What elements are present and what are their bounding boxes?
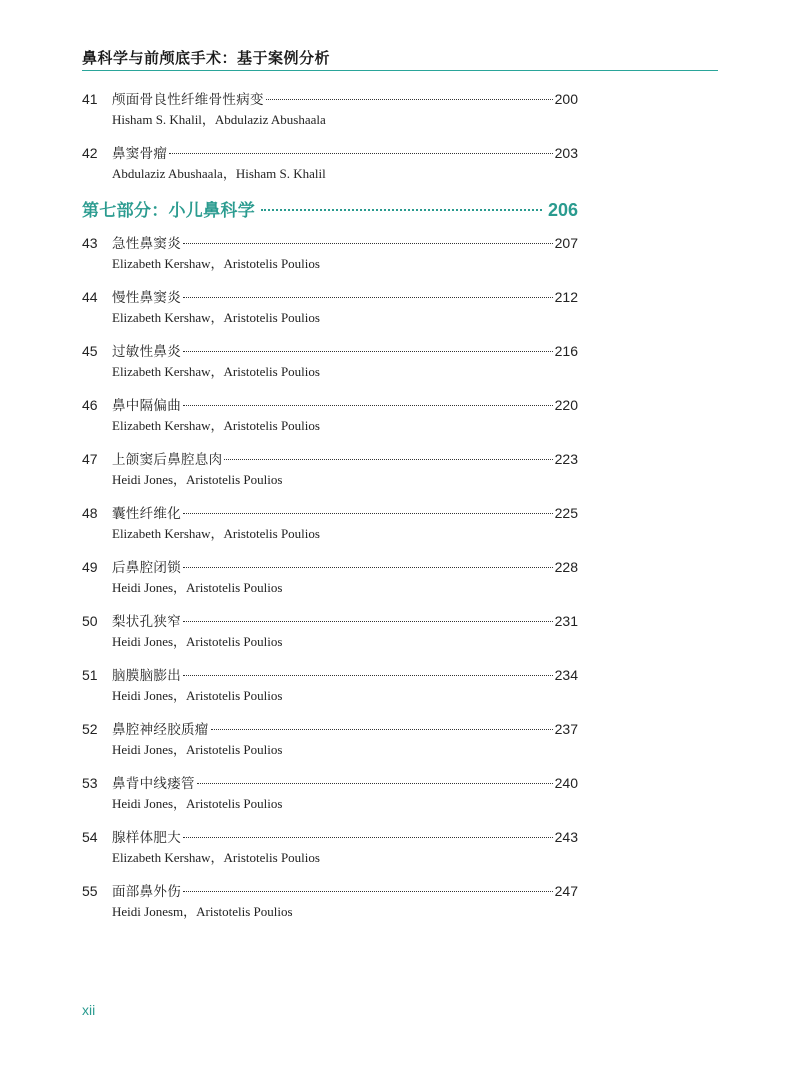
table-of-contents bbox=[82, 88, 578, 934]
chapter-number: 41 bbox=[82, 91, 98, 107]
chapter-number: 46 bbox=[82, 397, 98, 413]
leader-dots bbox=[183, 351, 553, 352]
leader-dots bbox=[183, 675, 553, 676]
leader-dots bbox=[183, 567, 553, 568]
toc-entry[interactable] bbox=[82, 880, 578, 926]
toc-entry-line[interactable] bbox=[82, 718, 578, 740]
toc-entry[interactable] bbox=[82, 88, 578, 134]
chapter-title: 囊性纤维化 bbox=[112, 506, 181, 522]
toc-entry-line[interactable] bbox=[82, 88, 578, 110]
chapter-title: 上颌窦后鼻腔息肉 bbox=[112, 452, 223, 468]
leader-dots bbox=[183, 243, 553, 244]
chapter-authors: Heidi Jones，Aristotelis Poulios bbox=[112, 580, 283, 595]
page-number: 200 bbox=[554, 91, 578, 107]
page-number: 247 bbox=[554, 883, 578, 899]
chapter-number: 49 bbox=[82, 559, 98, 575]
chapter-authors: Elizabeth Kershaw，Aristotelis Poulios bbox=[112, 310, 320, 325]
leader-dots bbox=[183, 405, 553, 406]
chapter-authors: Heidi Jones，Aristotelis Poulios bbox=[112, 634, 283, 649]
chapter-number: 45 bbox=[82, 343, 98, 359]
chapter-title: 鼻中隔偏曲 bbox=[112, 398, 181, 414]
chapter-number: 43 bbox=[82, 235, 98, 251]
toc-entry-line[interactable] bbox=[82, 286, 578, 308]
leader-dots bbox=[224, 459, 552, 460]
chapter-title: 急性鼻窦炎 bbox=[112, 236, 181, 252]
toc-entry[interactable] bbox=[82, 502, 578, 548]
leader-dots bbox=[169, 153, 552, 154]
chapter-number: 51 bbox=[82, 667, 98, 683]
toc-entry[interactable] bbox=[82, 286, 578, 332]
page-number: 216 bbox=[554, 343, 578, 359]
chapter-authors: Elizabeth Kershaw，Aristotelis Poulios bbox=[112, 364, 320, 379]
chapter-authors: Heidi Jones，Aristotelis Poulios bbox=[112, 742, 283, 757]
chapter-number: 53 bbox=[82, 775, 98, 791]
page-number: 207 bbox=[554, 235, 578, 251]
page-number: 228 bbox=[554, 559, 578, 575]
toc-entry[interactable] bbox=[82, 718, 578, 764]
entries-before-section bbox=[82, 88, 578, 188]
toc-entry-line[interactable] bbox=[82, 880, 578, 902]
chapter-authors: Heidi Jones，Aristotelis Poulios bbox=[112, 796, 283, 811]
toc-entry-line[interactable] bbox=[82, 340, 578, 362]
page-number: 234 bbox=[554, 667, 578, 683]
leader-dots bbox=[183, 621, 553, 622]
chapter-authors: Heidi Jones，Aristotelis Poulios bbox=[112, 688, 283, 703]
page-number: 240 bbox=[554, 775, 578, 791]
toc-entry-line[interactable] bbox=[82, 826, 578, 848]
toc-entry[interactable] bbox=[82, 556, 578, 602]
leader-dots bbox=[183, 297, 553, 298]
leader-dots bbox=[266, 99, 553, 100]
chapter-title: 梨状孔狭窄 bbox=[112, 614, 181, 630]
toc-entry[interactable] bbox=[82, 232, 578, 278]
chapter-number: 48 bbox=[82, 505, 98, 521]
toc-entry-line[interactable] bbox=[82, 142, 578, 164]
folio: xii bbox=[82, 1002, 96, 1018]
chapter-number: 55 bbox=[82, 883, 98, 899]
chapter-number: 50 bbox=[82, 613, 98, 629]
chapter-number: 47 bbox=[82, 451, 98, 467]
section-page-number: 206 bbox=[547, 200, 578, 220]
chapter-authors: Elizabeth Kershaw，Aristotelis Poulios bbox=[112, 418, 320, 433]
chapter-authors: Heidi Jones，Aristotelis Poulios bbox=[112, 472, 283, 487]
toc-entry-line[interactable] bbox=[82, 772, 578, 794]
leader-dots bbox=[183, 513, 553, 514]
chapter-number: 44 bbox=[82, 289, 98, 305]
chapter-authors: Abdulaziz Abushaala，Hisham S. Khalil bbox=[112, 166, 326, 181]
page-number: 203 bbox=[554, 145, 578, 161]
toc-entry[interactable] bbox=[82, 142, 578, 188]
toc-entry-line[interactable] bbox=[82, 664, 578, 686]
book-title: 鼻科学与前颅底手术：基于案例分析 bbox=[82, 49, 331, 67]
page-number: 212 bbox=[554, 289, 578, 305]
toc-entry[interactable] bbox=[82, 610, 578, 656]
page-number: 243 bbox=[554, 829, 578, 845]
chapter-number: 54 bbox=[82, 829, 98, 845]
chapter-title: 慢性鼻窦炎 bbox=[112, 290, 181, 306]
leader-dots bbox=[211, 729, 553, 730]
toc-entry-line[interactable] bbox=[82, 394, 578, 416]
chapter-title: 鼻腔神经胶质瘤 bbox=[112, 722, 209, 738]
chapter-authors: Elizabeth Kershaw，Aristotelis Poulios bbox=[112, 526, 320, 541]
chapter-title: 面部鼻外伤 bbox=[112, 884, 181, 900]
chapter-authors: Elizabeth Kershaw，Aristotelis Poulios bbox=[112, 850, 320, 865]
leader-dots bbox=[183, 837, 553, 838]
page-number: 225 bbox=[554, 505, 578, 521]
chapter-title: 过敏性鼻炎 bbox=[112, 344, 181, 360]
toc-entry[interactable] bbox=[82, 340, 578, 386]
toc-entry-line[interactable] bbox=[82, 610, 578, 632]
chapter-authors: Elizabeth Kershaw，Aristotelis Poulios bbox=[112, 256, 320, 271]
toc-entry-line[interactable] bbox=[82, 556, 578, 578]
section-leader-dots bbox=[261, 209, 542, 211]
chapter-number: 42 bbox=[82, 145, 98, 161]
entries-after-section bbox=[82, 232, 578, 926]
toc-entry[interactable] bbox=[82, 826, 578, 872]
toc-entry[interactable] bbox=[82, 448, 578, 494]
chapter-title: 鼻窦骨瘤 bbox=[112, 146, 168, 162]
toc-entry-line[interactable] bbox=[82, 232, 578, 254]
page-number: 231 bbox=[554, 613, 578, 629]
chapter-title: 脑膜脑膨出 bbox=[112, 668, 181, 684]
section-heading[interactable] bbox=[82, 196, 578, 232]
toc-entry[interactable] bbox=[82, 394, 578, 440]
chapter-title: 颅面骨良性纤维骨性病变 bbox=[112, 92, 264, 108]
toc-entry[interactable] bbox=[82, 664, 578, 710]
chapter-number: 52 bbox=[82, 721, 98, 737]
page-number: 223 bbox=[554, 451, 578, 467]
page-number: 237 bbox=[554, 721, 578, 737]
toc-entry[interactable] bbox=[82, 772, 578, 818]
running-header bbox=[82, 44, 718, 71]
chapter-title: 腺样体肥大 bbox=[112, 830, 181, 846]
chapter-authors: Heidi Jonesm，Aristotelis Poulios bbox=[112, 904, 293, 919]
page-number: 220 bbox=[554, 397, 578, 413]
leader-dots bbox=[183, 891, 553, 892]
chapter-authors: Hisham S. Khalil，Abdulaziz Abushaala bbox=[112, 112, 326, 127]
toc-entry-line[interactable] bbox=[82, 448, 578, 470]
leader-dots bbox=[197, 783, 553, 784]
toc-entry-line[interactable] bbox=[82, 502, 578, 524]
section-title: 第七部分：小儿鼻科学 bbox=[82, 201, 255, 221]
chapter-title: 鼻背中线瘘管 bbox=[112, 776, 195, 792]
chapter-title: 后鼻腔闭锁 bbox=[112, 560, 181, 576]
